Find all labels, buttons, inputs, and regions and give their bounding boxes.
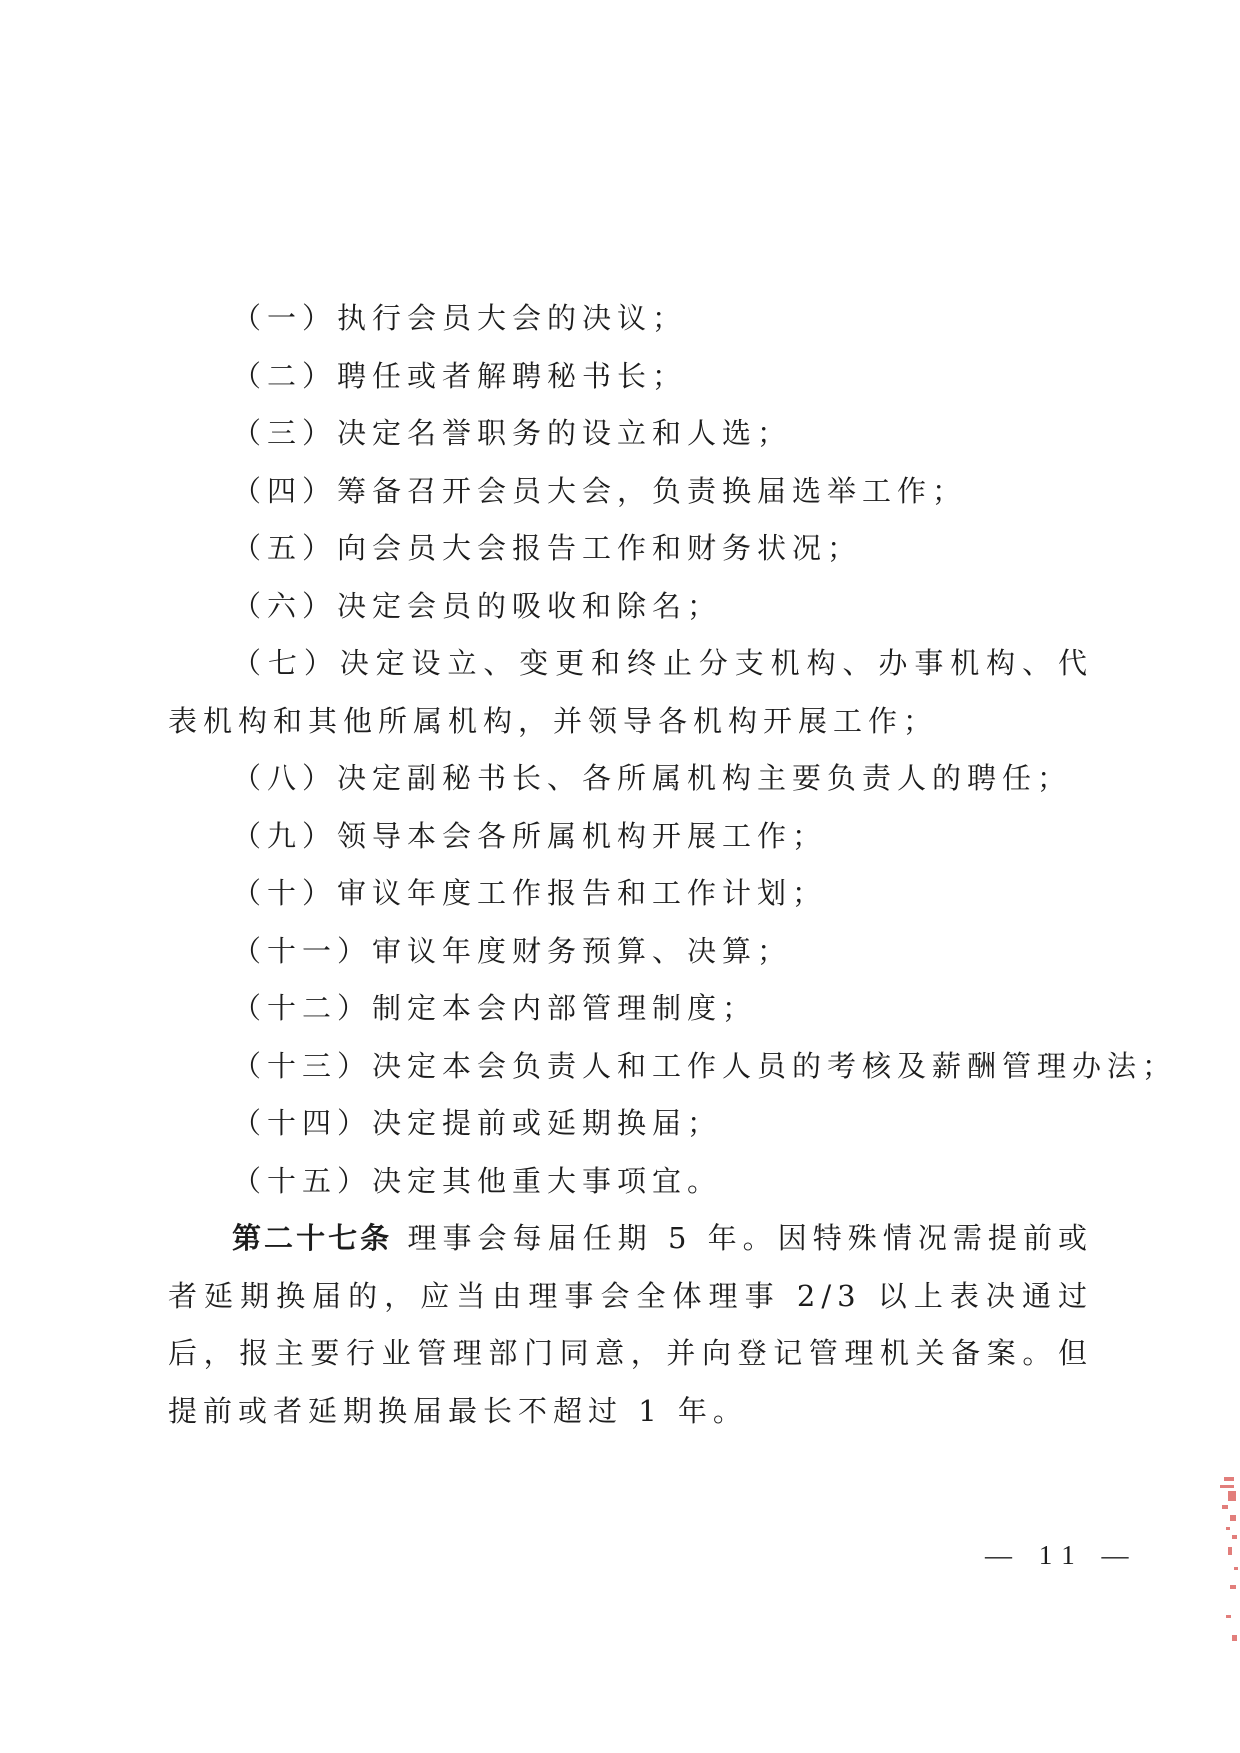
list-item: （四）筹备召开会员大会，负责换届选举工作； bbox=[232, 473, 968, 508]
page-number: — 11 — bbox=[985, 1540, 1139, 1570]
list-item: （二）聘任或者解聘秘书长； bbox=[232, 358, 688, 393]
list-item: （十四）决定提前或延期换届； bbox=[232, 1106, 723, 1140]
seal-fragment-icon bbox=[1218, 1475, 1240, 1650]
list-item: （十三）决定本会负责人和工作人员的考核及薪酬管理办法； bbox=[232, 1048, 1178, 1083]
list-item: （七）决定设立、变更和终止分支机构、办事机构、代表机构和其他所属机构，并领导各机构开展工作； bbox=[168, 646, 1093, 738]
list-item: （五）向会员大会报告工作和财务状况； bbox=[232, 531, 863, 565]
list-item: （一）执行会员大会的决议； bbox=[232, 301, 688, 335]
list-item: （十五）决定其他重大事项宜。 bbox=[232, 1163, 723, 1198]
document-body bbox=[168, 290, 1178, 1440]
list-item: （十）审议年度工作报告和工作计划； bbox=[232, 876, 828, 910]
list-item: （三）决定名誉职务的设立和人选； bbox=[232, 416, 793, 450]
list-item: （十一）审议年度财务预算、决算； bbox=[232, 933, 793, 968]
list-item: （八）决定副秘书长、各所属机构主要负责人的聘任； bbox=[232, 761, 1073, 795]
list-item: （六）决定会员的吸收和除名； bbox=[232, 588, 723, 623]
article-label: 第二十七条 bbox=[232, 1221, 393, 1255]
list-item: （十二）制定本会内部管理制度； bbox=[232, 991, 758, 1025]
article-text: 理事会每届任期 5 年。因特殊情况需提前或者延期换届的，应当由理事会全体理事 2/3 以上表决通过后，报主要行业管理部门同意，并向登记管理机关备案。但提前或者延期换届最长不超过 1 年。 bbox=[168, 1221, 1093, 1428]
article-paragraph bbox=[168, 1210, 1093, 1440]
list-item: （九）领导本会各所属机构开展工作； bbox=[232, 818, 828, 853]
